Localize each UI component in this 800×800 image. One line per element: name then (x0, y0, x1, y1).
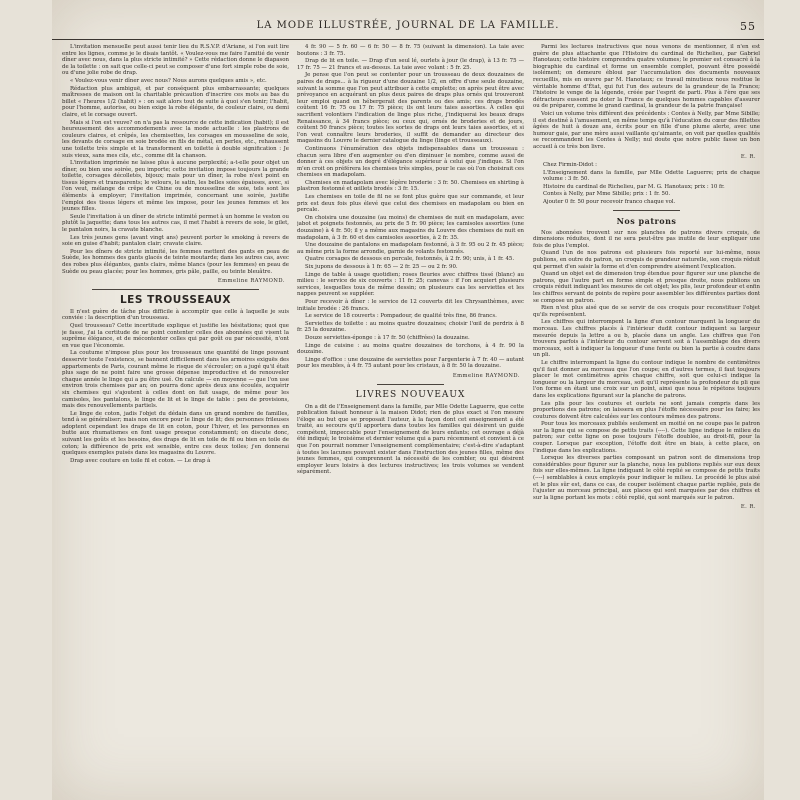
paragraph: Seule l'invitation à un dîner de stricte intimité permet à un homme le veston ou plutôt la jaquette; dans tous les autres cas, il met l'habit à revers de soie, le gilet, le pantalon noirs, la cravate blanche. (62, 213, 289, 234)
paragraph: Le service de 18 couverts : Pompadour, de qualité très fine, 86 francs. (305, 313, 497, 320)
paragraph: 4 fr. 90 — 5 fr. 60 — 6 fr. 50 — 8 fr. 75 (suivant la dimension). La taie avec boutons : 3 fr. 75. (297, 44, 524, 57)
running-head (52, 20, 764, 36)
header-rule (52, 39, 764, 40)
book-list (533, 162, 760, 206)
paragraph: Quatre corsages de dessous en percale, festonnés, à 2 fr. 90; unis, à 1 fr. 45. (305, 256, 515, 263)
page-number: 55 (740, 20, 756, 33)
paragraph: Pour recevoir à dîner : le service de 12 couverts dit les Chrysanthèmes, avec initiale brodée : 26 francs. (297, 298, 524, 312)
paragraph: Parmi les lectures instructives que nous venons de mentionner, il n'en est guère de plus attachante que l'Histoire du cardinal de Richelieu, par Gabriel Hanotaux; cette histoire comprendra quatre volumes; le premier est consacré à la biographie du cardinal et forme un ensemble complet, pouvant être possédé isolément; on demeure ébloui par l'accumulation des documents nouveaux recueillis, mis en œuvre par M. Hanotaux; ce travail minutieux nous restitue le véritable homme d'État, qui fut l'un des auteurs de la grandeur de la France; l'histoire le venge de la légende, créée par l'esprit de parti. Plus à l'ère que ses détracteurs eussent pu doter la France de quelques hommes capables d'assurer ou de préparer, comme le grand cardinal, la grandeur de la patrie française! (533, 44, 760, 110)
journal-title: LA MODE ILLUSTRÉE, JOURNAL DE LA FAMILLE. (256, 20, 560, 31)
list-intro: Chez Firmin-Didot : (543, 162, 597, 169)
column-1 (62, 44, 289, 792)
paragraph: La coutume n'impose plus pour les trousseaux une quantité de linge pouvant desservir toute l'existence, se bannent difficilement dans les armoires exiguës des appartements de Paris, courant même le risque de s'écrouler; on a jugé qu'il était plus sage de ne point faire une grosse dépense improductive et de renouveler chaque année le linge qui a pu être usé. On calcule — en moyenne — que l'on use environ trois chemises par an; on pourra donc après deux ans écoulés, acquérir six chemises qui s'ajoutent à celles dont on fait usage, de même pour les camisoles, les pantalons, le linge de lit et le linge de table : peu de provisions, mais des renouvellements partiels. (62, 350, 289, 410)
author-signature: E. R. (740, 504, 756, 511)
paragraph: Il n'est guère de tâche plus difficile à accomplir que celle à laquelle je suis conviée : la description d'un trousseau. (62, 308, 289, 322)
paragraph: Rédaction plus ambiguë, et par conséquent plus embarrassante; quelques maîtresses de maison ont la charitable précaution d'inscrire ces mots au bas du billet « l'heures 1/2 (habit) » : on sait alors tout de suite à quoi s'en tenir; l'habit, pour l'homme, autorise, ou bien exige la robe élégante, de couleur claire, ou demi claire, et le corsage ouvert. (62, 85, 289, 118)
paragraph: Six jupons de dessous à 1 fr. 65 — 2 fr. 25 — ou 2 fr. 90. (305, 264, 458, 270)
section-title-livres-nouveaux: LIVRES NOUVEAUX (355, 389, 466, 400)
paragraph: On a dit de l'Enseignement dans la famille, par Mlle Odette Laguerre, que cette publication faisait honneur à la maison Didot; rien de plus exact si l'on mesure l'éloge au but que se proposait l'auteur, à la façon dont cet enseignement a été traité, au secours qu'il apportera dans toutes les familles qui désirent un guide compétent, impeccable pour l'enseignement de leurs enfants; cet ouvrage a déjà été indiqué; le troisième et dernier volume qui a paru récemment et convient à ce que l'on pourrait nommer l'enseignement complémentaire; c'est-à-dire s'adaptant à toutes les lacunes pouvant exister dans l'instruction des jeunes filles, même des jeunes femmes, qui comprennent la nécessité de les combler, ou qui désirent employer leurs loisirs à des lectures instructives; les trois volumes se vendent séparément. (297, 403, 524, 476)
paragraph: Douze serviettes-éponge : à 17 fr. 50 (chiffrées) la douzaine. (305, 334, 470, 341)
paragraph: Les chemises en toile de fil ne se font plus guère que sur commande, et leur prix est deux fois plus élevé que celui des chemises en madapolam ou bien en percale. (297, 194, 524, 214)
paragraph: Linge de cuisine : au moins quatre douzaines de torchons, à 4 fr. 90 la douzaine. (297, 342, 524, 356)
paragraph: Chemises en madapolam avec légère broderie : 3 fr. 50. Chemises en shirting à plastron festonné et œillets brodés : 3 fr. 15. (297, 179, 524, 193)
paragraph: Les plis pour les coutures et ourlets ne sont jamais compris dans les proportions des patrons; on laissera en plus l'étoffe nécessaire pour les faire; les coutures doivent être calculées sur les contours mêmes des patrons. (533, 400, 760, 420)
paragraph: On choisira une douzaine (au moins) de chemises de nuit en madapolam, avec jabot et poignets festonnés, au prix de 5 fr. 90 pièce; les camisoles assorties (une douzaine) à 4 fr. 50; il y a même aux magasins du Louvre des chemises de nuit en madapolam, à 3 fr. 60 et des camisoles assorties, à 2 fr. 35. (297, 214, 524, 241)
section-divider (613, 210, 680, 211)
paragraph: Les très jeunes gens (avant vingt ans) peuvent porter le smoking à revers de soie en guise d'habit; pantalon clair; cravate claire. (62, 234, 289, 248)
paragraph: Voici un volume très différent des précédents : Contes à Nelly, par Mme Sibille; il est destiné à l'amusement, en même temps qu'à l'éducation du cœur des fillettes âgées de huit à douze ans, écrits pour en fille d'une plume alerte, avec une humour gaie, par une mère aussi vaillante qu'aimante, on voit par quelles qualités se recommandent les Contes à Nelly; nul doute que notre public fasse un bon accueil à ce très bon livre. (533, 110, 760, 150)
paragraph: Quel trousseau? Cette incertitude explique et justifie les hésitations; quoi que je fasse, j'ai la certitude de ne point contenter celles des abonnées qui visent la suprême élégance, et de mécontenter celles qui par goût ou par nécessité, n'ont en vue que l'économie. (62, 322, 289, 349)
list-item: Ajouter 0 fr. 50 pour recevoir franco chaque vol. (543, 199, 676, 206)
paragraph: Pour les dîners de stricte intimité, les femmes mettent des gants en peau de Suède, les hommes des gants glacés de teinte moutarde; dans les autres cas, avec des robes plus élégantes, gants clairs, même blancs (pour les femmes) en peau de Suède ou peau glacée; pour les hommes, gris pâle, paille, ou teinte bleuâtre. (62, 248, 289, 275)
paragraph: Quand un objet est de dimension trop étendue pour figurer sur une planche de patrons, que l'autre part en forme simple et presque droite, nous publions un croquis réduit indiquant les mesures de cet objet; les plis, leur profondeur et enfin les chiffres servant de points de repère pour assembler les différentes parties dont se compose un patron. (533, 271, 760, 304)
paragraph: Linge de table à usage quotidien; roses fleuries avec chiffres tissé (blanc) au milieu : le service de six couverts : 11 fr. 25; canevas : if l'on acquiert plusieurs services, lesquelles tous de même dessin; on plusieurs cas les serviettes et les nappes peuvent se suppléer. (297, 271, 524, 298)
paragraph: Quand l'un de nos patrons est plusieurs fois reporté sur lui-même, nous publions, en outre du patron, un croquis de grandeur naturelle, son croquis réduit qui permet d'en saisir la forme et d'en comprendre aisément l'explication. (533, 250, 760, 270)
section-title-trousseaux: LES TROUSSEAUX (119, 293, 232, 306)
column-2 (297, 44, 524, 792)
paragraph: Linge d'office : une douzaine de serviettes pour l'argenterie à 7 fr. 40 — autant pour les meubles, à 4 fr. 75 autant pour les cristaux, à 8 fr. 50 la douzaine. (297, 356, 524, 370)
section-title-nos-patrons: Nos patrons (616, 215, 677, 226)
paragraph: Drap de lit en toile. — Drap d'un seul lé, ourlets à jour (le drap), à 13 fr. 75 — 17 fr. 75 — 21 francs et au-dessus. La taie avec volant : 5 fr. 25. (297, 58, 524, 71)
author-signature: E. R. (740, 153, 756, 160)
paragraph: Rien n'est plus aisé que de se servir de ces croquis pour reconstituer l'objet qu'ils représentent. (533, 305, 760, 318)
magazine-page (52, 0, 764, 800)
paragraph: L'invitation imprimée ne laisse plus à aucune perplexité; a-t-elle pour objet un dîner, ou bien une soirée, peu importe; cette invitation impose toujours la grande toilette, corsages décolletés, bijoux; mais pour un dîner, la robe n'est point en tissus légers et transparents; le velours, le satin, les belles soies épaisses, avec, si l'on veut, mélange de crêpe de Chine ou de mousseline de soie, tels sont les éléments à employer; l'invitation imprimée, concernant une soirée, justifie l'emploi des tissus légers et même les impose, pour les jeunes femmes et les jeunes filles. (62, 160, 289, 213)
paragraph: Les chiffres qui interrompent la ligne d'un contour marquent la longueur du morceau. Les chiffres placés à l'intérieur dudit contour indiquent sa largeur mesurée depuis la lettre a ou b, placée dans un angle. Les chiffres que l'on trouvera parfois à l'intérieur du contour servent soit à l'assemblage des divers morceaux, soit à indiquer la longueur d'une fente ou bien la partie à coudre dans un pli. (533, 319, 760, 359)
list-item: L'Enseignement dans la famille, par Mlle Odette Laguerre; prix de chaque volume : 3 fr. 50. (543, 169, 760, 183)
column-3 (533, 44, 760, 792)
paragraph: L'invitation mensuelle peut aussi tenir lieu du R.S.V.P. d'Ariane, si l'on suit lire entre les lignes, comme je le disais tantôt. « Voulez-vous me faire l'amitié de venir dîner avec nous, dans la plus stricte intimité? » Cette rédaction donne le diapason de la toilette : on sait que celle-ci peut se composer d'une fort simple robe de soie, ou d'une jolie robe de drap. (62, 44, 289, 77)
paragraph: Lorsque les diverses parties composant un patron sont de dimensions trop considérables pour figurer sur la planche, nous les publions repliés sur eux deux fois sur elles-mêmes. La ligne indiquant le côté replié se compose de petits traits (----) semblables à ceux employés pour indiquer le milieu. Le procédé le plus aisé et le plus sûr est, dans ce cas, de couper isolément chaque partie repliée, puis de l'ajuster au morceau principal, aux places qui sont marquées par des chiffres et sur la ligne portant les mots : côté replié, qui sont marqués sur le patron. (533, 455, 760, 501)
paragraph: Une douzaine de pantalons en madapolam festonné, à 3 fr. 95 ou 2 fr. 45 pièce; au même prix la forme arrondie, garnie de volants festonnés. (297, 242, 524, 255)
list-item: Histoire du cardinal de Richelieu, par M. G. Hanotaux; prix : 10 fr. (543, 183, 725, 190)
author-signature: Emmeline RAYMOND. (217, 278, 285, 285)
paragraph: Nos abonnées trouvent sur nos planches de patrons divers croquis, de dimensions réduites, dont il ne sera peut-être pas inutile de leur expliquer une fois de plus l'emploi. (533, 229, 760, 249)
paragraph: Le linge de coton, jadis l'objet du dédain dans un grand nombre de familles, tend à se généraliser; mais non encore pour le linge de lit; des personnes frileuses adoptent cependant les draps de lit en coton, pour l'hiver, et les personnes en butte aux rhumatismes en font usage presque constamment; on discute donc, suivant les goûts et les besoins, des draps de lit en toile de fil ou bien en toile de coton; la différence de prix est sensible, entre ces deux toiles; j'en donnerai quelques exemples puisés dans les magasins du Louvre. (62, 410, 289, 457)
paragraph: Continuons l'énumération des objets indispensables dans un trousseau : chacun sera libre d'en augmenter ou d'en diminuer le nombre, comme aussi de donner à ces objets un degré d'élégance supérieur à celui que j'indique. Si l'on m'en croit on préférera les chemises très simples, pour le cas où l'on choisirait ces chemises en madapolam. (297, 145, 524, 179)
paragraph: Je pense que l'on peut se contenter pour un trousseau de deux douzaines de paires de draps... à la rigueur d'une douzaine 1/2, en offre d'une seule douzaine, suivant la somme que l'on peut attribuer à cette emplette; on après peut être avec prévoyance en acquérant un plus deux paires de draps plus ornés qui trouveront leur emploi quand on hébergerait des parents ou des amis; ces draps brodés coûtent 16 fr. 75 ou 17 fr. 75 pièce; ils ont leurs taies assorties. À celles qui sacrifient volontiers l'indication de linge plus riche, j'indiquerai les beaux draps Renaissance, à 34 francs pièce; ou ceux qui, ornés de broderies et de jours, coûtent 50 francs pièce; toutes les sortes de draps ont leurs taies assorties, et si l'on veut connaître leurs broderies, il suffit de demander au directeur des magasins du Louvre le dernier catalogue du linge (linge et trousseaux). (297, 72, 524, 145)
paragraph: Pour tous les morceaux publiés seulement en moitié on ne coupe pas le patron sur la ligne qui se compose de petits traits (----). Cette ligne indique le milieu du patron; sur cette ligne on pose toujours l'étoffe doublée, au droit-fil, pour la couper. Lorsque par exception, l'étoffe doit être en biais, à cette place, on l'indique dans les explications. (533, 421, 760, 454)
section-divider (377, 384, 444, 385)
paragraph: Le chiffre interrompant la ligne du contour indique le nombre de centimètres qu'il faut donner au morceau que l'on coupe; en d'autres termes, il faut toujours placer le mot centimètres après chaque chiffre, soit que celui-ci indique la longueur ou la largeur du morceau, soit qu'il représente la profondeur du pli que l'on forme en étant une croix sur un point, ainsi que nous le répétons toujours dans les explications figurant sur la planche de patrons. (533, 359, 760, 399)
author-signature: Emmeline RAYMOND. (452, 372, 520, 379)
paragraph: Serviettes de toilette : au moins quatre douzaines; choisir l'œil de perdrix à 8 fr. 25 la douzaine. (297, 320, 524, 334)
paragraph: « Voulez-vous venir dîner avec nous? Nous aurons quelques amis », etc. (70, 77, 267, 84)
list-item: Contes à Nelly, par Mme Sibille; prix : 1 fr. 50. (543, 191, 671, 198)
paragraph: Mais si l'on est veuve? on n'a pas la ressource de cette indication (habit); il est heureusement des accommodements avec la mode actuelle : les plastrons de couleurs claires, et crêpés, les chemisettes, les corsages en mousseline de soie, les devants de corsage en soie brodée en fils de métal, en perles, etc., rehaussent une toilette très simple et la transforment en toilette à double signification : Je suis vieux, sans mes cils, etc., comme dit la chanson. (62, 119, 289, 159)
paragraph: Drap avec couture en toile fil et coton. — Le drap à (70, 457, 211, 464)
section-divider (92, 289, 259, 290)
